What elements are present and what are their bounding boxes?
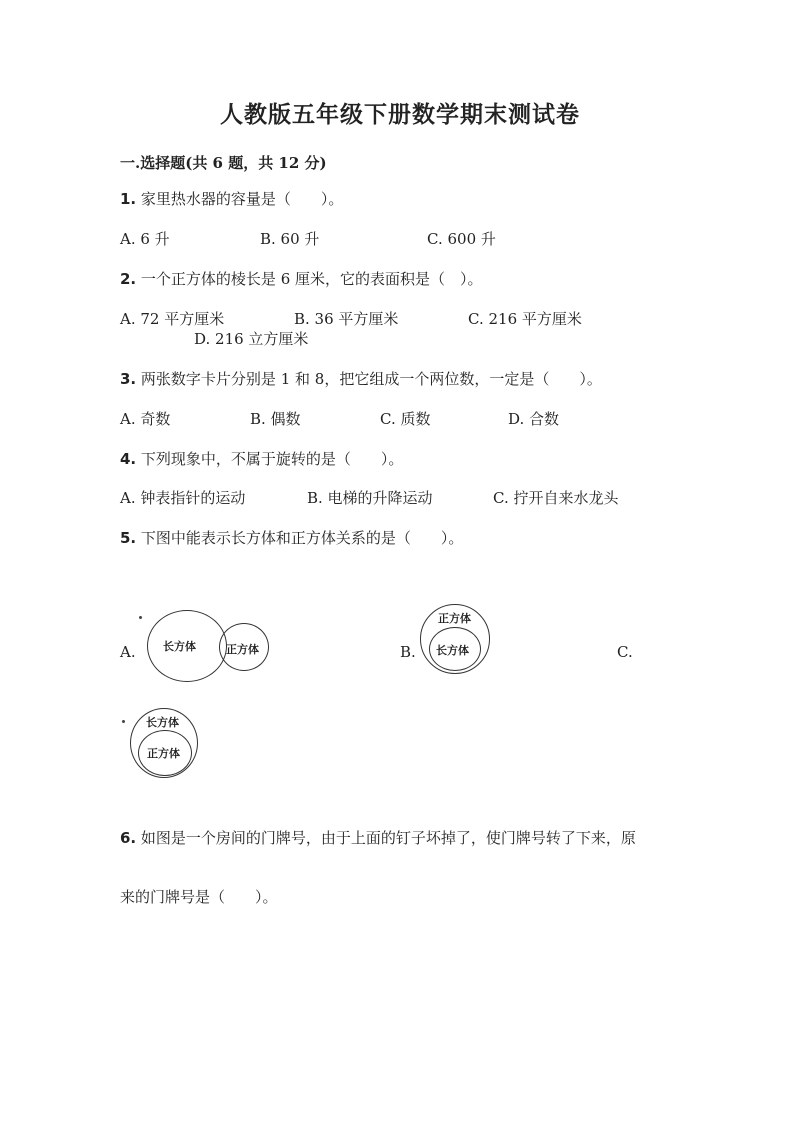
section-heading: 一.选择题(共 6 题，共 12 分) [120, 154, 327, 172]
question-1 [120, 188, 343, 209]
option-3b: B. 偶数 [250, 410, 301, 428]
diagram-option-b [420, 604, 495, 679]
diagram-option-a [135, 610, 285, 690]
option-4b: B. 电梯的升降运动 [307, 489, 433, 507]
option-4a: A. 钟表指针的运动 [120, 489, 246, 507]
label-cuboid: 长方体 [163, 640, 196, 653]
question-number: 2. [120, 270, 137, 288]
question-3 [120, 368, 602, 389]
option-1a: A. 6 升 [120, 230, 170, 248]
question-number: 5. [120, 529, 137, 547]
option-3a: A. 奇数 [120, 410, 171, 428]
label-cuboid: 长方体 [146, 716, 179, 729]
question-text: 家里热水器的容量是（ ）。 [140, 190, 344, 208]
question-number: 1. [120, 190, 137, 208]
option-4c: C. 拧开自来水龙头 [493, 489, 619, 507]
question-6 [120, 827, 636, 848]
page-title: 人教版五年级下册数学期末测试卷 [220, 101, 580, 128]
dot-mark [139, 616, 142, 619]
option-2d: D. 216 立方厘米 [194, 330, 309, 348]
question-6-continued: 来的门牌号是（ ）。 [120, 888, 278, 906]
label-cuboid: 长方体 [436, 644, 469, 657]
question-4 [120, 448, 403, 469]
option-1c: C. 600 升 [427, 230, 496, 248]
option-5b: B. [400, 643, 416, 661]
question-text: 一个正方体的棱长是 6 厘米，它的表面积是（ ）。 [140, 270, 483, 288]
question-number: 3. [120, 370, 137, 388]
label-cube: 正方体 [438, 612, 471, 625]
question-number: 4. [120, 450, 137, 468]
label-cube: 正方体 [226, 643, 259, 656]
label-cube: 正方体 [147, 747, 180, 760]
option-3c: C. 质数 [380, 410, 431, 428]
question-5 [120, 527, 463, 548]
option-2b: B. 36 平方厘米 [294, 310, 399, 328]
question-text: 两张数字卡片分别是 1 和 8，把它组成一个两位数，一定是（ ）。 [140, 370, 602, 388]
option-2a: A. 72 平方厘米 [120, 310, 225, 328]
option-5c: C. [617, 643, 633, 661]
question-text: 下图中能表示长方体和正方体关系的是（ ）。 [140, 529, 464, 547]
option-1b: B. 60 升 [260, 230, 320, 248]
diagram-option-c [120, 708, 200, 783]
option-2c: C. 216 平方厘米 [468, 310, 582, 328]
dot-mark [122, 720, 125, 723]
option-5a: A. [120, 643, 136, 661]
question-number: 6. [120, 829, 137, 847]
question-text: 下列现象中，不属于旋转的是（ ）。 [140, 450, 404, 468]
option-3d: D. 合数 [508, 410, 560, 428]
question-2 [120, 268, 483, 289]
question-text: 如图是一个房间的门牌号，由于上面的钉子坏掉了，使门牌号转了下来，原 [140, 829, 636, 847]
